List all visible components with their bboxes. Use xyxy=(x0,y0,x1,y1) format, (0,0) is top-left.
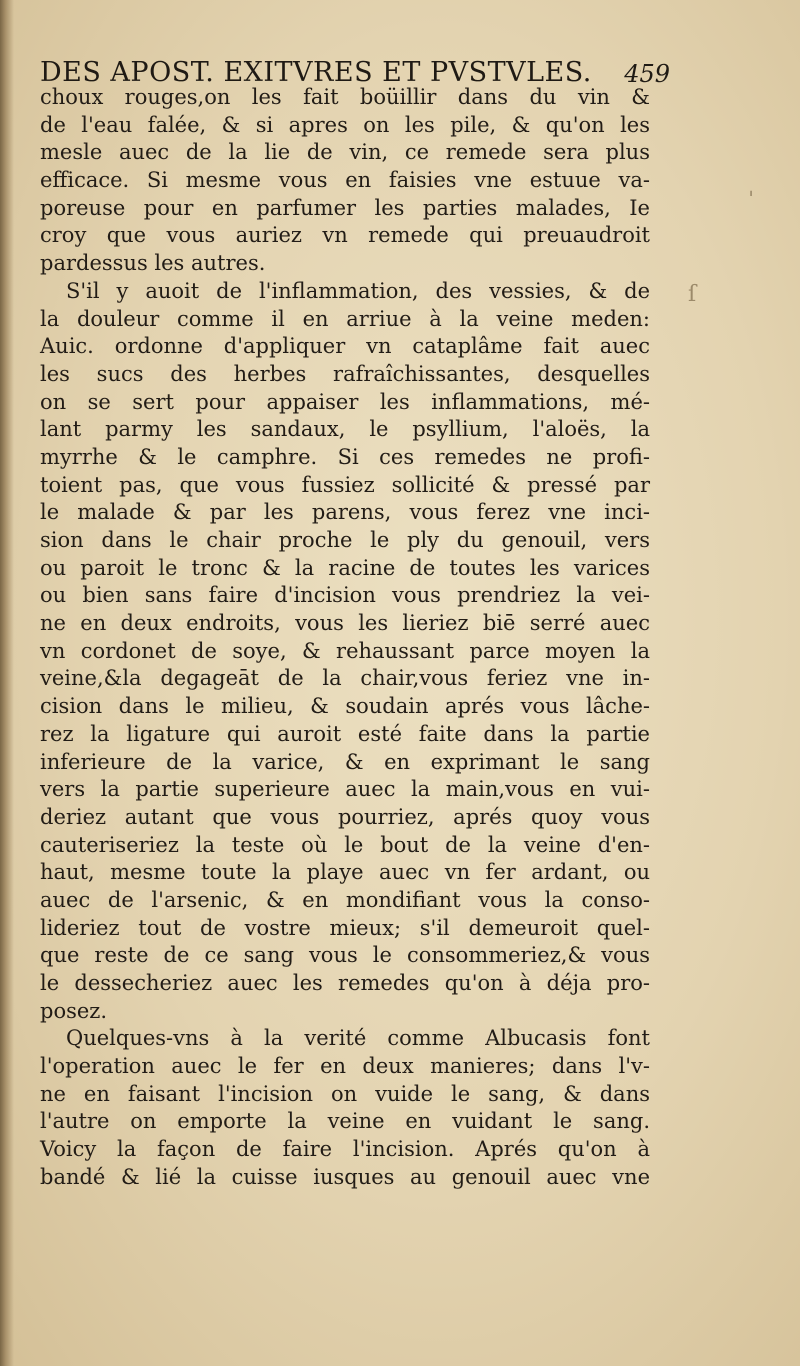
text-line: ne en deux endroits, vous les lieriez biē serré auec xyxy=(40,611,650,636)
page-header xyxy=(40,48,670,88)
text-line: vers la partie superieure auec la main,vous en vui- xyxy=(40,777,650,802)
text-line: ou paroit le tronc & la racine de toutes les varices xyxy=(40,555,650,580)
text-line: l'autre on emporte la veine en vuidant le sang. xyxy=(40,1109,650,1134)
text-line: auec de l'arsenic, & en mondifiant vous la conso- xyxy=(40,887,650,912)
text-line: que reste de ce sang vous le consommeriez,& vous xyxy=(40,943,650,968)
text-line: S'il y auoit de l'inflammation, des vessies, & de xyxy=(66,278,650,303)
text-line: Voicy la façon de faire l'incision. Aprés qu'on à xyxy=(40,1137,650,1162)
text-line: bandé & lié la cuisse iusques au genouil auec vne xyxy=(40,1164,650,1189)
text-line: Auic. ordonne d'appliquer vn cataplâme fait auec xyxy=(40,334,650,359)
running-head: DES APOST. EXITVRES ET PVSTVLES. xyxy=(40,57,592,88)
text-line: les sucs des herbes rafraîchissantes, desquelles xyxy=(40,361,650,386)
text-line: deriez autant que vous pourriez, aprés quoy vous xyxy=(40,804,650,829)
page-number: 459 xyxy=(624,60,670,88)
ink-bleed-mark: ſ xyxy=(688,282,697,307)
text-line: sion dans le chair proche le ply du genouil, vers xyxy=(40,528,650,552)
text-line: de l'eau falée, & si apres on les pile, & qu'on les xyxy=(40,112,650,137)
text-line: cision dans le milieu, & soudain aprés vous lâche- xyxy=(40,694,650,719)
text-line: lideriez tout de vostre mieux; s'il demeuroit quel- xyxy=(40,915,650,940)
text-line: efficace. Si mesme vous en faisies vne estuue va- xyxy=(40,168,650,193)
text-line: rez la ligature qui auroit esté faite dans la partie xyxy=(40,721,650,746)
text-line: pardessus les autres. xyxy=(40,251,266,276)
text-line: poreuse pour en parfumer les parties malades, Ie xyxy=(40,195,650,220)
text-line: le malade & par les parens, vous ferez vne inci- xyxy=(40,500,650,525)
text-line: veine,&la degageāt de la chair,vous feriez vne in- xyxy=(40,666,650,691)
text-line: toient pas, que vous fussiez sollicité & pressé par xyxy=(40,472,650,497)
text-line: posez. xyxy=(40,998,108,1023)
text-line: lant parmy les sandaux, le psyllium, l'aloës, la xyxy=(40,417,650,442)
text-line: croy que vous auriez vn remede qui preuaudroit xyxy=(40,223,650,248)
text-line: la douleur comme il en arriue à la veine meden: xyxy=(40,306,650,331)
text-line: ne en faisant l'incision on vuide le sang, & dans xyxy=(40,1081,650,1106)
text-line: ou bien sans faire d'incision vous prendriez la vei- xyxy=(40,583,650,608)
ink-bleed-mark: ˌ xyxy=(748,174,755,199)
text-line: vn cordonet de soye, & rehaussant parce moyen la xyxy=(40,638,650,663)
text-line: on se sert pour appaiser les inflammations, mé- xyxy=(40,389,650,414)
text-line: myrrhe & le camphre. Si ces remedes ne profi- xyxy=(40,444,650,469)
body-text xyxy=(40,84,650,1192)
text-line: haut, mesme toute la playe auec vn fer ardant, ou xyxy=(40,860,650,885)
text-line: l'operation auec le fer en deux manieres; dans l'v- xyxy=(40,1054,650,1079)
text-line: inferieure de la varice, & en exprimant le sang xyxy=(40,749,650,774)
text-line: cauteriseriez la teste où le bout de la veine d'en- xyxy=(40,832,650,857)
binding-gutter-shadow xyxy=(0,0,14,1366)
text-line: choux rouges,on les fait boüillir dans du vin & xyxy=(40,85,650,109)
text-line: Quelques-vns à la verité comme Albucasis font xyxy=(66,1026,650,1051)
text-line: le dessecheriez auec les remedes qu'on à déja pro- xyxy=(40,971,650,995)
text-line: mesle auec de la lie de vin, ce remede sera plus xyxy=(40,140,650,165)
